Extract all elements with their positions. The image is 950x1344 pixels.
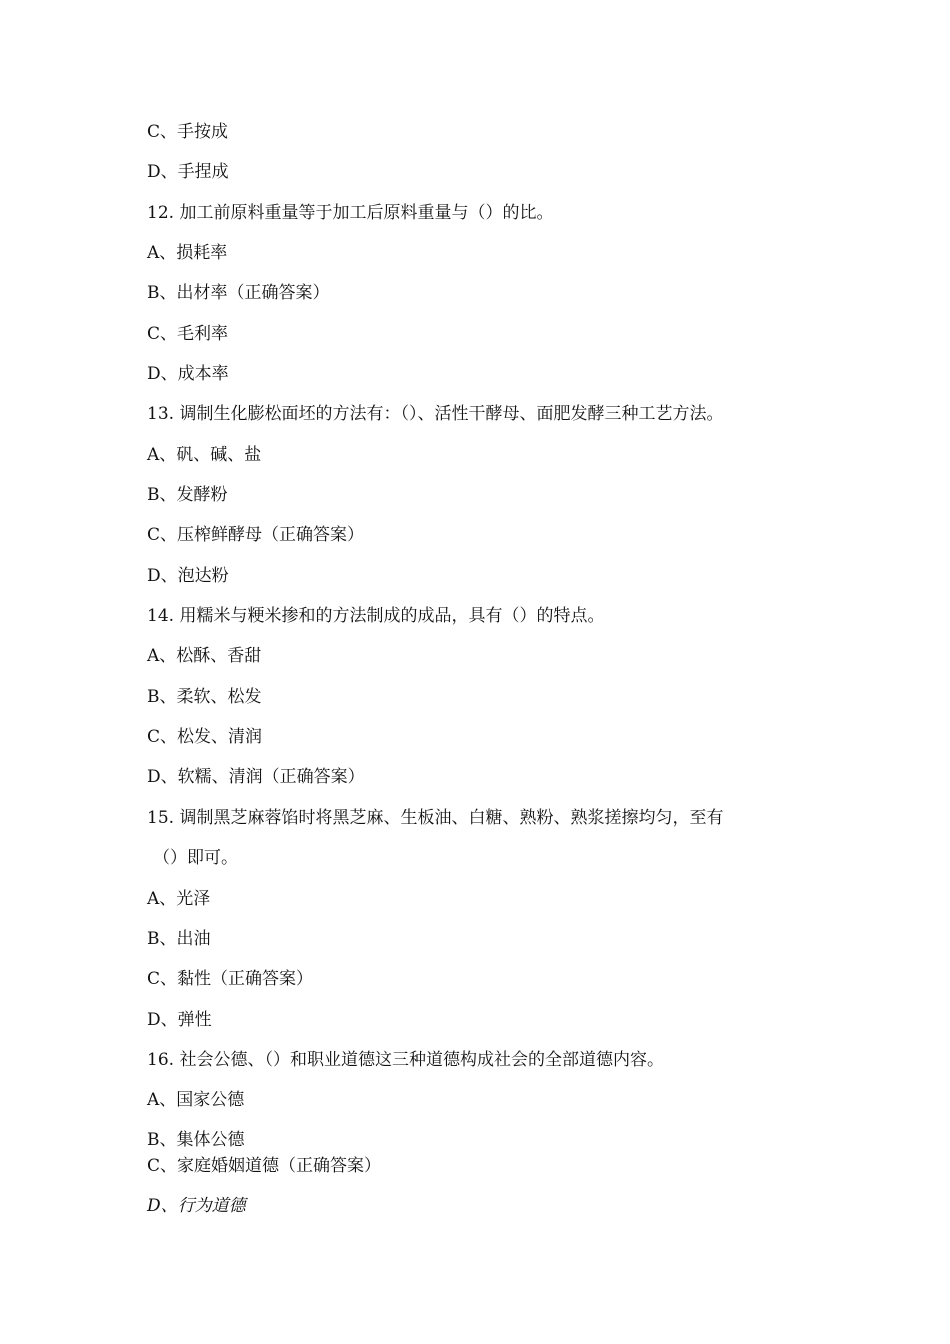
q13-option-b: B、发酵粉 xyxy=(147,485,228,505)
q15-option-b: B、出油 xyxy=(147,929,211,949)
q12-option-b: B、出材率（正确答案） xyxy=(147,283,330,303)
q16-option-c: C、家庭婚姻道德（正确答案） xyxy=(147,1156,382,1176)
q11-option-c: C、手按成 xyxy=(147,122,229,142)
q12-option-c: C、毛利率 xyxy=(147,324,229,344)
q16-option-a: A、国家公德 xyxy=(147,1090,245,1110)
q16-option-b: B、集体公德 xyxy=(147,1130,245,1150)
q16-question: 16. 社会公德、（）和职业道德这三种道德构成社会的全部道德内容。 xyxy=(147,1050,664,1070)
q15-question-continued: （）即可。 xyxy=(153,848,238,868)
q14-question: 14. 用糯米与粳米掺和的方法制成的成品，具有（）的特点。 xyxy=(147,606,605,626)
q15-option-c: C、黏性（正确答案） xyxy=(147,969,314,989)
q11-option-d: D、手捏成 xyxy=(147,162,229,182)
q12-option-d: D、成本率 xyxy=(147,364,229,384)
q14-option-d: D、软糯、清润（正确答案） xyxy=(147,767,365,787)
q16-option-d: D、行为道德 xyxy=(147,1196,246,1216)
q13-option-d: D、泡达粉 xyxy=(147,566,229,586)
q13-option-c: C、压榨鲜酵母（正确答案） xyxy=(147,525,365,545)
q13-question: 13. 调制生化膨松面坯的方法有：（）、活性干酵母、面肥发酵三种工艺方法。 xyxy=(147,404,724,424)
q14-option-b: B、柔软、松发 xyxy=(147,687,262,707)
q15-question: 15. 调制黑芝麻蓉馅时将黑芝麻、生板油、白糖、熟粉、熟浆搓擦均匀，至有 xyxy=(147,808,724,828)
q14-option-c: C、松发、清润 xyxy=(147,727,263,747)
q15-option-d: D、弹性 xyxy=(147,1010,212,1030)
q13-option-a: A、矾、碱、盐 xyxy=(147,445,262,465)
q14-option-a: A、松酥、香甜 xyxy=(147,646,262,666)
q15-option-a: A、光泽 xyxy=(147,889,211,909)
q12-option-a: A、损耗率 xyxy=(147,243,228,263)
q12-question: 12. 加工前原料重量等于加工后原料重量与（）的比。 xyxy=(147,203,554,223)
